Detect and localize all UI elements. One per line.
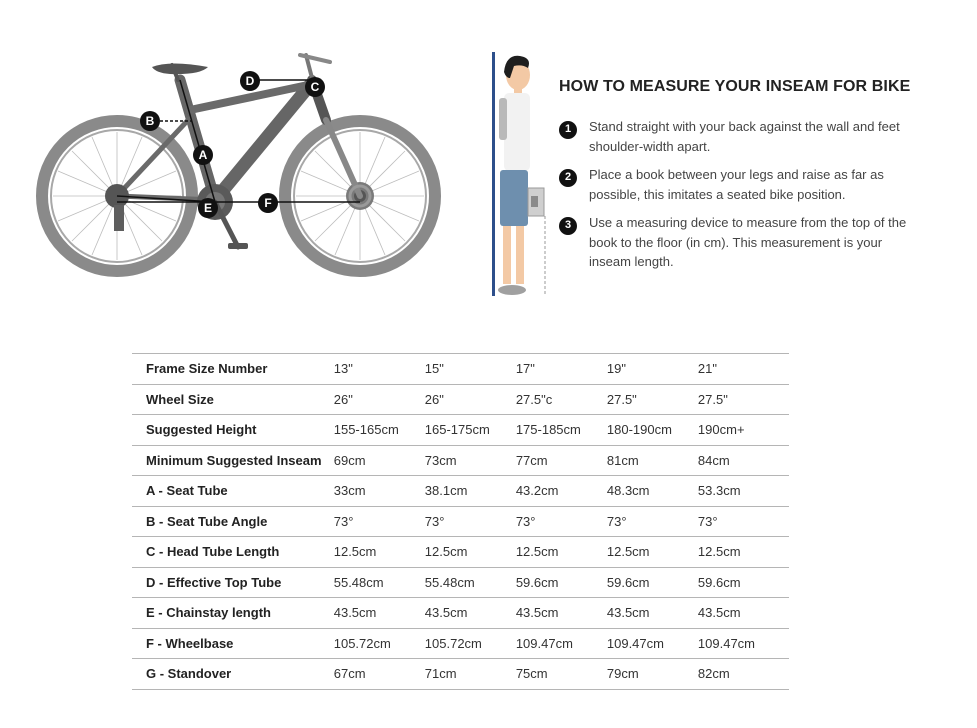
book-and-measure <box>528 188 545 296</box>
table-cell: 17" <box>516 354 607 385</box>
table-cell: 165-175cm <box>425 415 516 446</box>
marker-e <box>198 198 218 218</box>
instruction-step <box>559 117 909 156</box>
table-cell: 73° <box>425 506 516 537</box>
table-cell: 12.5cm <box>334 537 425 568</box>
table-row <box>132 567 789 598</box>
table-cell: 59.6cm <box>698 567 789 598</box>
marker-a <box>193 145 213 165</box>
table-row <box>132 445 789 476</box>
step-number-badge: 3 <box>559 217 577 235</box>
instruction-list <box>559 117 909 281</box>
marker-label: F <box>264 196 272 210</box>
table-cell: 33cm <box>334 476 425 507</box>
table-cell: 12.5cm <box>425 537 516 568</box>
table-cell: 55.48cm <box>425 567 516 598</box>
table-cell: 53.3cm <box>698 476 789 507</box>
marker-label: D <box>245 74 255 88</box>
table-cell: 43.5cm <box>334 598 425 629</box>
table-cell: 105.72cm <box>334 628 425 659</box>
row-label: G - Standover <box>132 659 334 690</box>
table-cell: 27.5" <box>698 384 789 415</box>
table-cell: 12.5cm <box>698 537 789 568</box>
bike-geometry-diagram <box>30 40 460 290</box>
row-label: B - Seat Tube Angle <box>132 506 334 537</box>
guide-title: HOW TO MEASURE YOUR INSEAM FOR BIKE <box>559 78 911 95</box>
table-cell: 79cm <box>607 659 698 690</box>
step-number-badge: 1 <box>559 121 577 139</box>
table-cell: 190cm+ <box>698 415 789 446</box>
table-cell: 180-190cm <box>607 415 698 446</box>
table-row <box>132 354 789 385</box>
table-cell: 69cm <box>334 445 425 476</box>
table-cell: 109.47cm <box>607 628 698 659</box>
table-cell: 21" <box>698 354 789 385</box>
table-cell: 81cm <box>607 445 698 476</box>
table-cell: 43.5cm <box>516 598 607 629</box>
table-cell: 71cm <box>425 659 516 690</box>
table-cell: 84cm <box>698 445 789 476</box>
table-cell: 15" <box>425 354 516 385</box>
bike-saddle <box>152 64 208 75</box>
table-cell: 12.5cm <box>607 537 698 568</box>
table-row <box>132 506 789 537</box>
step-number-badge: 2 <box>559 169 577 187</box>
marker-label: C <box>310 80 320 94</box>
table-cell: 26" <box>334 384 425 415</box>
table-cell: 73° <box>607 506 698 537</box>
marker-label: A <box>198 148 208 162</box>
table-row <box>132 598 789 629</box>
row-label: C - Head Tube Length <box>132 537 334 568</box>
table-cell: 43.5cm <box>607 598 698 629</box>
table-cell: 27.5"c <box>516 384 607 415</box>
table-row <box>132 537 789 568</box>
row-label: Frame Size Number <box>132 354 334 385</box>
table-row <box>132 415 789 446</box>
table-cell: 43.5cm <box>698 598 789 629</box>
table-cell: 43.2cm <box>516 476 607 507</box>
row-label: Minimum Suggested Inseam <box>132 445 334 476</box>
table-row <box>132 476 789 507</box>
step-text: Use a measuring device to measure from the top of the book to the floor (in cm). This measurement is your inseam length. <box>589 215 907 269</box>
marker-label: B <box>145 114 155 128</box>
table-cell: 43.5cm <box>425 598 516 629</box>
step-text: Stand straight with your back against the wall and feet shoulder-width apart. <box>589 119 900 154</box>
table-row <box>132 384 789 415</box>
table-cell: 109.47cm <box>516 628 607 659</box>
table-cell: 77cm <box>516 445 607 476</box>
instruction-step <box>559 213 909 272</box>
table-cell: 59.6cm <box>516 567 607 598</box>
row-label: Suggested Height <box>132 415 334 446</box>
row-label: Wheel Size <box>132 384 334 415</box>
step-text: Place a book between your legs and raise as far as possible, this imitates a seated bike position. <box>589 167 884 202</box>
marker-b <box>140 111 160 131</box>
marker-c <box>305 77 325 97</box>
marker-label: E <box>203 201 213 215</box>
inseam-illustration <box>488 50 558 300</box>
table-cell: 82cm <box>698 659 789 690</box>
row-label: D - Effective Top Tube <box>132 567 334 598</box>
table-cell: 48.3cm <box>607 476 698 507</box>
table-cell: 105.72cm <box>425 628 516 659</box>
rear-cassette <box>105 184 129 231</box>
table-cell: 67cm <box>334 659 425 690</box>
table-cell: 38.1cm <box>425 476 516 507</box>
table-cell: 13" <box>334 354 425 385</box>
wall-line <box>492 52 495 296</box>
row-label: E - Chainstay length <box>132 598 334 629</box>
table-row <box>132 659 789 690</box>
table-cell: 27.5" <box>607 384 698 415</box>
table-cell: 59.6cm <box>607 567 698 598</box>
table-cell: 109.47cm <box>698 628 789 659</box>
size-chart-table <box>132 353 789 690</box>
table-cell: 19" <box>607 354 698 385</box>
table-cell: 155-165cm <box>334 415 425 446</box>
table-cell: 73° <box>698 506 789 537</box>
table-cell: 175-185cm <box>516 415 607 446</box>
person-figure <box>498 56 530 295</box>
table-cell: 12.5cm <box>516 537 607 568</box>
table-row <box>132 628 789 659</box>
row-label: F - Wheelbase <box>132 628 334 659</box>
table-cell: 73° <box>516 506 607 537</box>
instruction-step <box>559 165 909 204</box>
table-cell: 73cm <box>425 445 516 476</box>
marker-f <box>258 193 278 213</box>
table-cell: 75cm <box>516 659 607 690</box>
table-cell: 55.48cm <box>334 567 425 598</box>
marker-d <box>240 71 260 91</box>
table-cell: 73° <box>334 506 425 537</box>
row-label: A - Seat Tube <box>132 476 334 507</box>
table-cell: 26" <box>425 384 516 415</box>
